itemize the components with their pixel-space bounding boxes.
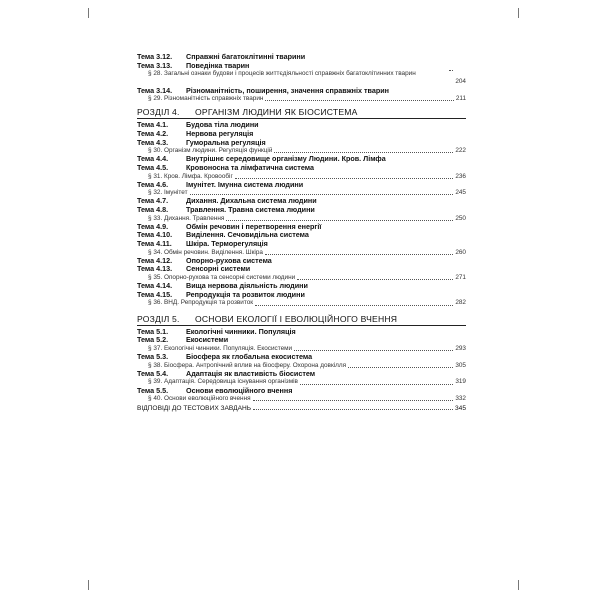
topic-label: Тема 5.2. [137,335,169,345]
dot-leader [300,384,453,385]
dot-leader [235,178,454,179]
crop-mark [88,580,89,590]
topic-entry [137,87,466,96]
topic-title: Імунітет. Імунна система людини [186,179,304,189]
topic-label: Тема 4.15. [137,289,173,299]
paragraph-title: § 30. Організм людини. Регуляція функцій [148,147,273,155]
topic-label: Тема 4.11. [137,239,172,249]
topic-label: Тема 5.4. [137,368,169,378]
topic-label: Тема 4.5. [137,162,169,172]
topic-title: Репродукція та розвиток людини [186,289,305,299]
topic-title: Сенсорні системи [186,264,251,274]
toc-part-3-continued [137,53,466,103]
topic-title: Внутрішнє середовище організму Людини. Кров. Лімфа [186,154,386,164]
answers-page: 345 [454,405,466,413]
paragraph-title: § 28. Загальні ознаки будови і процесів життєдіяльності справжніх багатоклітинних тварин [148,70,416,78]
topic-title: Опорно-рухова система [186,255,272,265]
topic-entry [137,291,466,300]
dot-leader [190,194,454,195]
dot-leader [265,100,453,101]
topic-entry [137,181,466,190]
dot-leader [226,220,453,221]
topic-label: Тема 4.7. [137,196,169,206]
page-number: 319 [455,378,466,386]
page-number: 204 [455,78,466,86]
answers-label: ВІДПОВІДІ ДО ТЕСТОВИХ ЗАВДАНЬ [137,405,252,413]
topic-title: Гуморальна регуляція [186,137,266,147]
dot-leader [297,279,453,280]
topic-entry [137,240,466,249]
topic-entry [137,336,466,345]
topic-title: Дихання. Дихальна система людини [186,196,317,206]
topic-title: Справжні багатоклітинні тварини [186,52,306,61]
topic-title: Обмін речовин і перетворення енергії [186,221,322,231]
paragraph-title: § 40. Основи еволюційного вчення [148,395,251,403]
topic-title: Екосистеми [186,335,229,345]
topic-label: Тема 4.14. [137,281,173,291]
topic-label: Тема 5.1. [137,326,169,336]
topic-entry [137,265,466,274]
topic-title: Адаптація як властивість біосистем [186,368,316,378]
dot-leader [449,70,453,71]
topic-label: Тема 3.12. [137,52,173,61]
page-number: 250 [455,214,466,222]
topic-title: Вища нервова діяльність людини [186,281,308,291]
topic-label: Тема 4.3. [137,137,169,147]
topic-title: Екологічні чинники. Популяція [186,326,296,336]
page-number: 236 [455,172,466,180]
topic-title: Кровоносна та лімфатична система [186,162,314,172]
section-5-heading [137,313,466,326]
topic-label: Тема 4.8. [137,205,169,215]
paragraph-title: § 33. Дихання. Травлення [148,214,225,222]
paragraph-title: § 38. Біосфера. Антропічний вплив на біосферу. Охорона довкілля [148,361,347,369]
answers-entry [137,403,466,412]
topic-label: Тема 4.9. [137,221,169,231]
section-label: РОЗДІЛ 5. [137,313,180,324]
page-number: 245 [455,189,466,197]
topic-title: Виділення. Сечовидільна система [186,230,309,240]
topic-entry [137,139,466,148]
page-number: 332 [455,395,466,403]
paragraph-entry [137,70,466,86]
section-title: ОРГАНІЗМ ЛЮДИНИ ЯК БІОСИСТЕМА [195,107,358,118]
topic-entry [137,62,466,71]
page-number: 282 [455,299,466,307]
topic-title: Різноманітність, поширення, значення справжніх тварин [186,85,389,95]
paragraph-entry [137,95,466,103]
topic-label: Тема 4.6. [137,179,169,189]
topic-label: Тема 4.13. [137,264,173,274]
topic-title: Основи еволюційного вчення [186,385,293,395]
section-label: РОЗДІЛ 4. [137,107,180,118]
page-number: 211 [455,95,466,103]
topic-title: Будова тіла людини [186,120,259,130]
toc-section-5-list [137,328,466,404]
paragraph-title: § 29. Різноманітність справжніх тварин [148,95,264,103]
paragraph-title: § 31. Кров. Лімфа. Кровообіг [148,172,233,180]
topic-title: Біосфера як глобальна екосистема [186,351,313,361]
paragraph-title: § 34. Обмін речовин. Виділення. Шкіра [148,248,263,256]
topic-label: Тема 4.4. [137,154,169,164]
paragraph-title: § 36. ВНД. Репродукція та розвиток [148,299,254,307]
topic-label: Тема 3.14. [137,85,173,95]
dot-leader [255,305,453,306]
paragraph-title: § 32. Імунітет [148,189,188,197]
table-of-contents [137,53,466,412]
dot-leader [348,367,453,368]
dot-leader [274,152,453,153]
page-number: 271 [455,274,466,281]
topic-label: Тема 4.10. [137,230,173,240]
section-4-heading [137,106,466,119]
page-number: 293 [455,344,466,352]
paragraph-title: § 35. Опорно-рухова та сенсорні системи людини [148,274,296,281]
page-number: 305 [455,361,466,369]
topic-label: Тема 4.12. [137,255,173,265]
paragraph-entry [137,299,466,307]
paragraph-entry [137,395,466,403]
crop-mark [518,580,519,590]
dot-leader [253,400,454,401]
page-number: 260 [455,248,466,256]
paragraph-title: § 37. Екологічні чинники. Популяція. Екосистеми [148,344,293,352]
paragraph-title: § 39. Адаптація. Середовища існування організмів [148,378,298,386]
topic-title: Травлення. Травна система людини [186,205,315,215]
topic-title: Нервова регуляція [186,128,254,138]
topic-label: Тема 5.5. [137,385,169,395]
dot-leader [253,409,453,410]
crop-mark [518,8,519,18]
topic-entry [137,387,466,396]
toc-section-4-list [137,121,466,307]
topic-label: Тема 4.1. [137,120,169,130]
page-number: 222 [455,147,466,155]
dot-leader [294,350,453,351]
topic-label: Тема 4.2. [137,128,169,138]
topic-label: Тема 3.13. [137,60,173,70]
topic-label: Тема 5.3. [137,351,169,361]
topic-entry [137,164,466,173]
topic-entry [137,206,466,215]
topic-title: Поведінка тварин [186,60,250,70]
topic-entry [137,353,466,362]
crop-mark [88,8,89,18]
topic-entry [137,370,466,379]
dot-leader [265,254,453,255]
topic-title: Шкіра. Терморегуляція [186,239,268,249]
section-title: ОСНОВИ ЕКОЛОГІЇ І ЕВОЛЮЦІЙНОГО ВЧЕННЯ [195,313,398,324]
